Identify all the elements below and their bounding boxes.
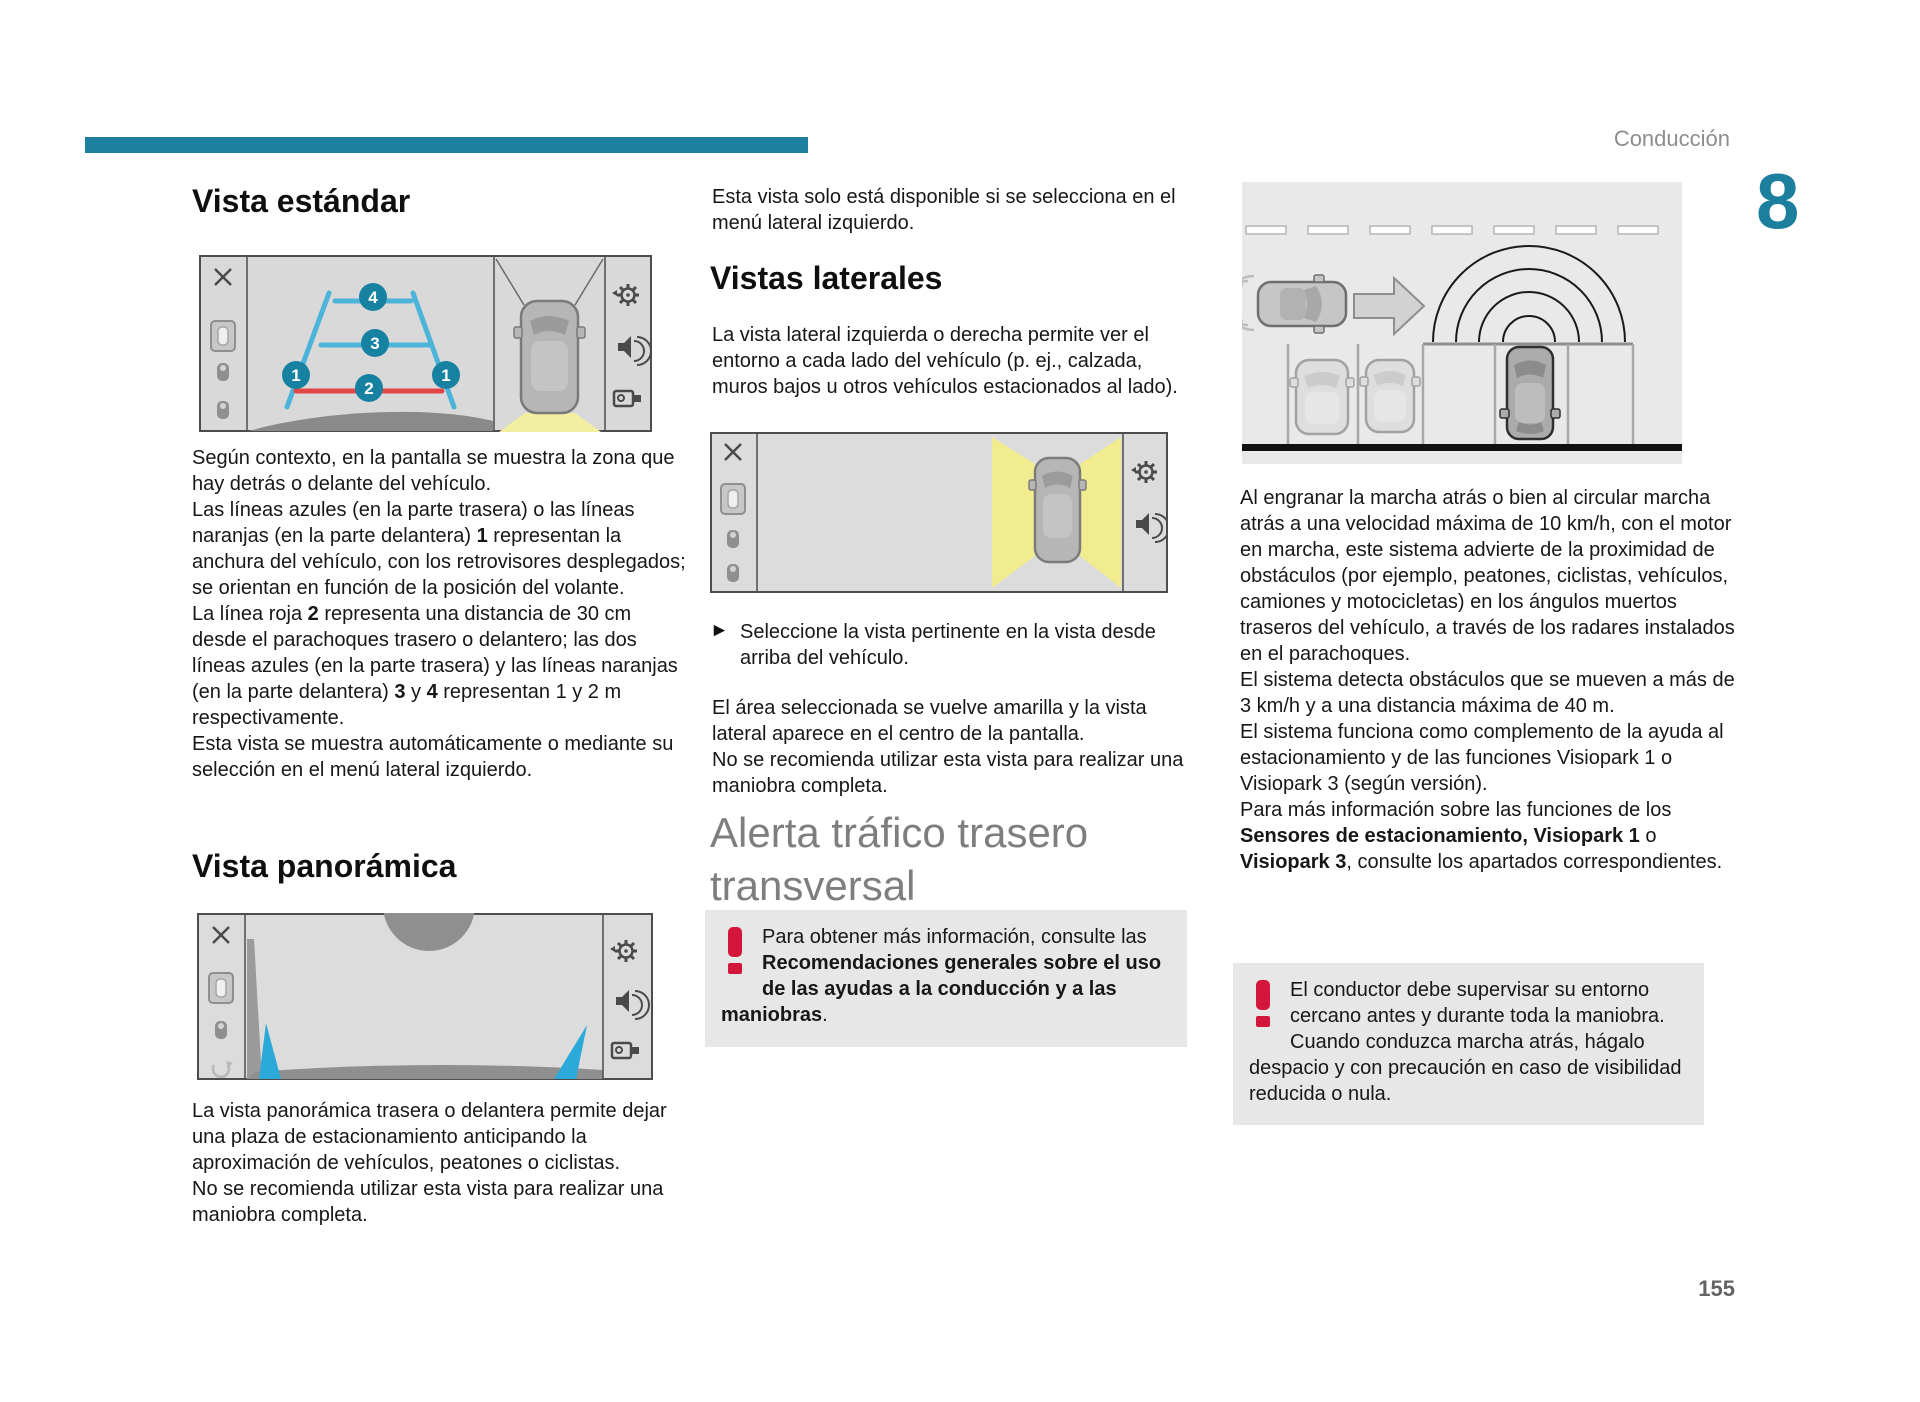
- rear-cross-traffic-text: [1240, 485, 1738, 875]
- camera-view-icon: [211, 321, 235, 351]
- car-top-view: [514, 301, 585, 413]
- paragraph: La línea roja 2 representa una distancia de 30 cm desde el parachoques trasero o delantero; las dos líneas azules (en la parte trasera) y las líneas naranjas (en la parte delantera) 3 y 4 representan 1 y 2 m respectivamente.: [192, 603, 678, 729]
- standard-view-text: [192, 445, 686, 783]
- car-icon: [727, 564, 739, 582]
- paragraph: No se recomienda utilizar esta vista para realizar una maniobra completa.: [712, 749, 1184, 797]
- car-icon: [215, 1021, 227, 1039]
- heading-panoramic-view: Vista panorámica: [192, 848, 457, 884]
- paragraph: El sistema funciona como complemento de la ayuda al estacionamiento y de las funciones Visiopark 1 o Visiopark 3 (según versión).: [1240, 721, 1724, 795]
- heading-standard-view: Vista estándar: [192, 183, 411, 219]
- running-header: Conducción: [1613, 126, 1730, 151]
- paragraph: Para más información sobre las funciones de los Sensores de estacionamiento, Visiopark 1 o Visiopark 3, consulte los apartados correspondientes.: [1240, 799, 1723, 873]
- svg-text:1: 1: [441, 366, 451, 385]
- chapter-number: 8: [1756, 157, 1800, 245]
- rear-cross-traffic-illustration: [1242, 182, 1682, 464]
- car-icon: [727, 530, 739, 548]
- selected-area-text: [712, 695, 1202, 799]
- approaching-car-top-view: [1258, 275, 1346, 333]
- guide-badge-4: [359, 283, 387, 311]
- paragraph: Al engranar la marcha atrás o bien al circular marcha atrás a una velocidad máxima de 10 km/h, con el motor en marcha, este sistema advierte de la proximidad de obstáculos (por ejemplo, peatones, ciclistas, vehículos, camiones y motocicletas) en los ángulos muertos traseros del vehículo, a través de los radares instalados en el parachoques.: [1240, 487, 1735, 665]
- panoramic-view-text: [192, 1098, 692, 1228]
- paragraph: Esta vista se muestra automáticamente o mediante su selección en el menú lateral izquierdo.: [192, 733, 674, 781]
- heading-side-views: Vistas laterales: [710, 260, 943, 296]
- paragraph: La vista panorámica trasera o delantera permite dejar una plaza de estacionamiento anticipando la aproximación de vehículos, peatones o ciclistas.: [192, 1100, 667, 1174]
- guide-badge-1-right: [432, 361, 460, 389]
- heading-rear-cross-traffic-alert: Alerta tráfico trasero transversal: [710, 809, 1089, 909]
- paragraph: La vista lateral izquierda o derecha permite ver el entorno a cada lado del vehículo (p. ej., calzada, muros bajos u otros vehículos estacionados al lado).: [712, 324, 1178, 398]
- section-accent-bar: [85, 137, 808, 153]
- car-icon: [217, 363, 229, 381]
- guide-badge-3: [361, 329, 389, 357]
- svg-text:1: 1: [291, 366, 301, 385]
- road-edge-line: [1242, 444, 1682, 451]
- paragraph: El área seleccionada se vuelve amarilla y la vista lateral aparece en el centro de la pantalla.: [712, 697, 1147, 745]
- camera-view-icon: [721, 484, 745, 514]
- car-top-view: [1029, 458, 1086, 562]
- guide-badge-2: [355, 374, 383, 402]
- standard-view-screen-illustration: [199, 255, 652, 432]
- intro-text: [712, 184, 1194, 236]
- paragraph: El sistema detecta obstáculos que se mueven a más de 3 km/h y a una distancia máxima de 40 m.: [1240, 669, 1735, 717]
- warning-box: [705, 910, 1187, 1047]
- instruction-text: Seleccione la vista pertinente en la vista desde arriba del vehículo.: [740, 621, 1156, 669]
- paragraph: Las líneas azules (en la parte trasera) o las líneas naranjas (en la parte delantera) 1 representan la anchura del vehículo, con los retrovisores desplegados; se orientan en función de la posición del volante.: [192, 499, 686, 599]
- instruction-item: [710, 619, 1192, 671]
- paragraph: Según contexto, en la pantalla se muestra la zona que hay detrás o delante del vehículo.: [192, 447, 675, 495]
- svg-text:2: 2: [364, 379, 374, 398]
- parked-car-top-view: [1290, 360, 1354, 434]
- warning-text: El conductor debe supervisar su entorno cercano antes y durante toda la maniobra. Cuando conduzca marcha atrás, hágalo despacio y con precaución en caso de visibilidad reducida o nula.: [1249, 979, 1682, 1105]
- side-views-screen-illustration: [710, 432, 1168, 593]
- lane-dashes: [1246, 226, 1658, 234]
- panoramic-view-screen-illustration: [197, 913, 653, 1080]
- camera-view-icon: [209, 973, 233, 1003]
- svg-text:4: 4: [368, 288, 378, 307]
- paragraph: No se recomienda utilizar esta vista para realizar una maniobra completa.: [192, 1178, 664, 1226]
- reversing-car-top-view: [1500, 347, 1560, 439]
- side-views-text: [712, 322, 1194, 400]
- svg-text:3: 3: [370, 334, 380, 353]
- car-icon: [217, 401, 229, 419]
- exclamation-icon: [1251, 980, 1275, 1028]
- bullet-arrow-icon: ►: [710, 620, 729, 641]
- parked-car-top-view: [1360, 360, 1420, 432]
- warning-text: Para obtener más información, consulte las Recomendaciones generales sobre el uso de las ayudas a la conducción y a las maniobras.: [721, 926, 1162, 1026]
- warning-box: [1233, 963, 1704, 1125]
- paragraph: Esta vista solo está disponible si se selecciona en el menú lateral izquierdo.: [712, 186, 1176, 234]
- guide-badge-1-left: [282, 361, 310, 389]
- page-number: 155: [1698, 1276, 1735, 1301]
- exclamation-icon: [723, 927, 747, 975]
